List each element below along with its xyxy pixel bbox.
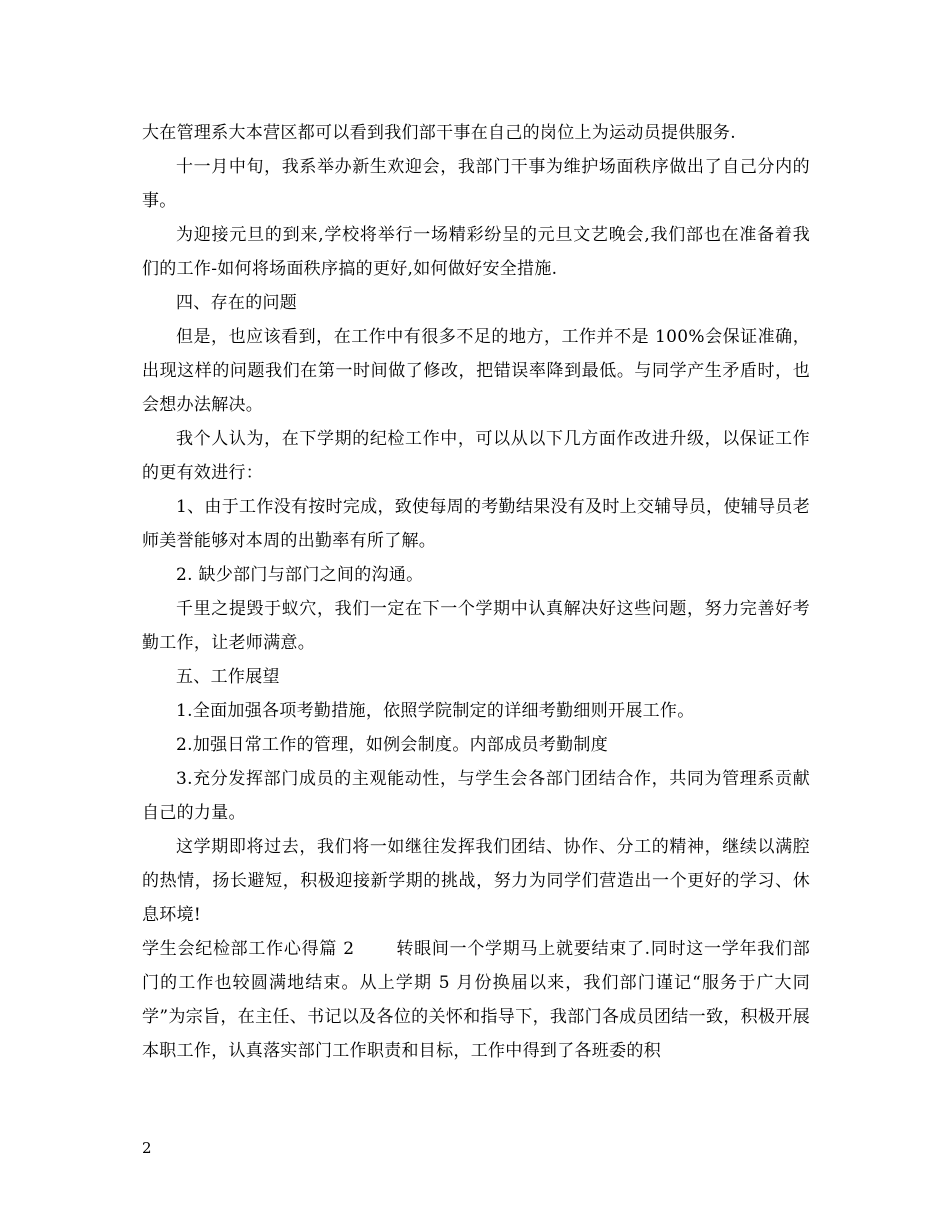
paragraph: 但是，也应该看到，在工作中有很多不足的地方，工作并不是 100%会保证准确，出现这样的问题我们在第一时间做了修改，把错误率降到最低。与同学产生矛盾时，也会想办法解决。 <box>142 327 810 415</box>
list-item: 2.加强日常工作的管理，如例会制度。内部成员考勤制度 <box>176 735 609 755</box>
paragraph: 大在管理系大本营区都可以看到我们部干事在自己的岗位上为运动员提供服务. <box>142 123 736 143</box>
paragraph: 我个人认为，在下学期的纪检工作中，可以从以下几方面作改进升级，以保证工作的更有效进行： <box>142 429 810 483</box>
paragraph: 为迎接元旦的到来,学校将举行一场精彩纷呈的元旦文艺晚会,我们部也在准备着我们的工作-如何将场面秩序搞的更好,如何做好安全措施. <box>142 225 810 279</box>
section-heading: 四、存在的问题 <box>176 293 298 313</box>
paragraph: 千里之提毁于蚁穴，我们一定在下一个学期中认真解决好这些问题，努力完善好考勤工作，让老师满意。 <box>142 599 810 653</box>
list-item: 1、由于工作没有按时完成，致使每周的考勤结果没有及时上交辅导员，使辅导员老师美誉能够对本周的出勤率有所了解。 <box>142 497 810 551</box>
section-heading: 五、工作展望 <box>176 667 280 687</box>
paragraph: 学生会纪检部工作心得篇 2 转眼间一个学期马上就要结束了.同时这一学年我们部门的工作也较圆满地结束。从上学期 5 月份换届以来，我们部门谨记“服务于广大同学”为宗旨，在主任、书记以及各位的关怀和指导下，我部门各成员团结一致，积极开展本职工作，认真落实部门工作职责和目标，工作中得到了各班委的积 <box>142 939 810 1061</box>
list-item: 1.全面加强各项考勤措施，依照学院制定的详细考勤细则开展工作。 <box>176 701 695 721</box>
document-body <box>142 116 810 1068</box>
paragraph: 这学期即将过去，我们将一如继往发挥我们团结、协作、分工的精神，继续以满腔的热情，扬长避短，积极迎接新学期的挑战，努力为同学们营造出一个更好的学习、休息环境! <box>142 837 810 925</box>
list-item: 2. 缺少部门与部门之间的沟通。 <box>176 565 424 585</box>
page-number: 2 <box>142 1139 152 1157</box>
list-item: 3.充分发挥部门成员的主观能动性，与学生会各部门团结合作，共同为管理系贡献自己的力量。 <box>142 769 810 823</box>
paragraph: 十一月中旬，我系举办新生欢迎会，我部门干事为维护场面秩序做出了自己分内的事。 <box>142 157 810 211</box>
